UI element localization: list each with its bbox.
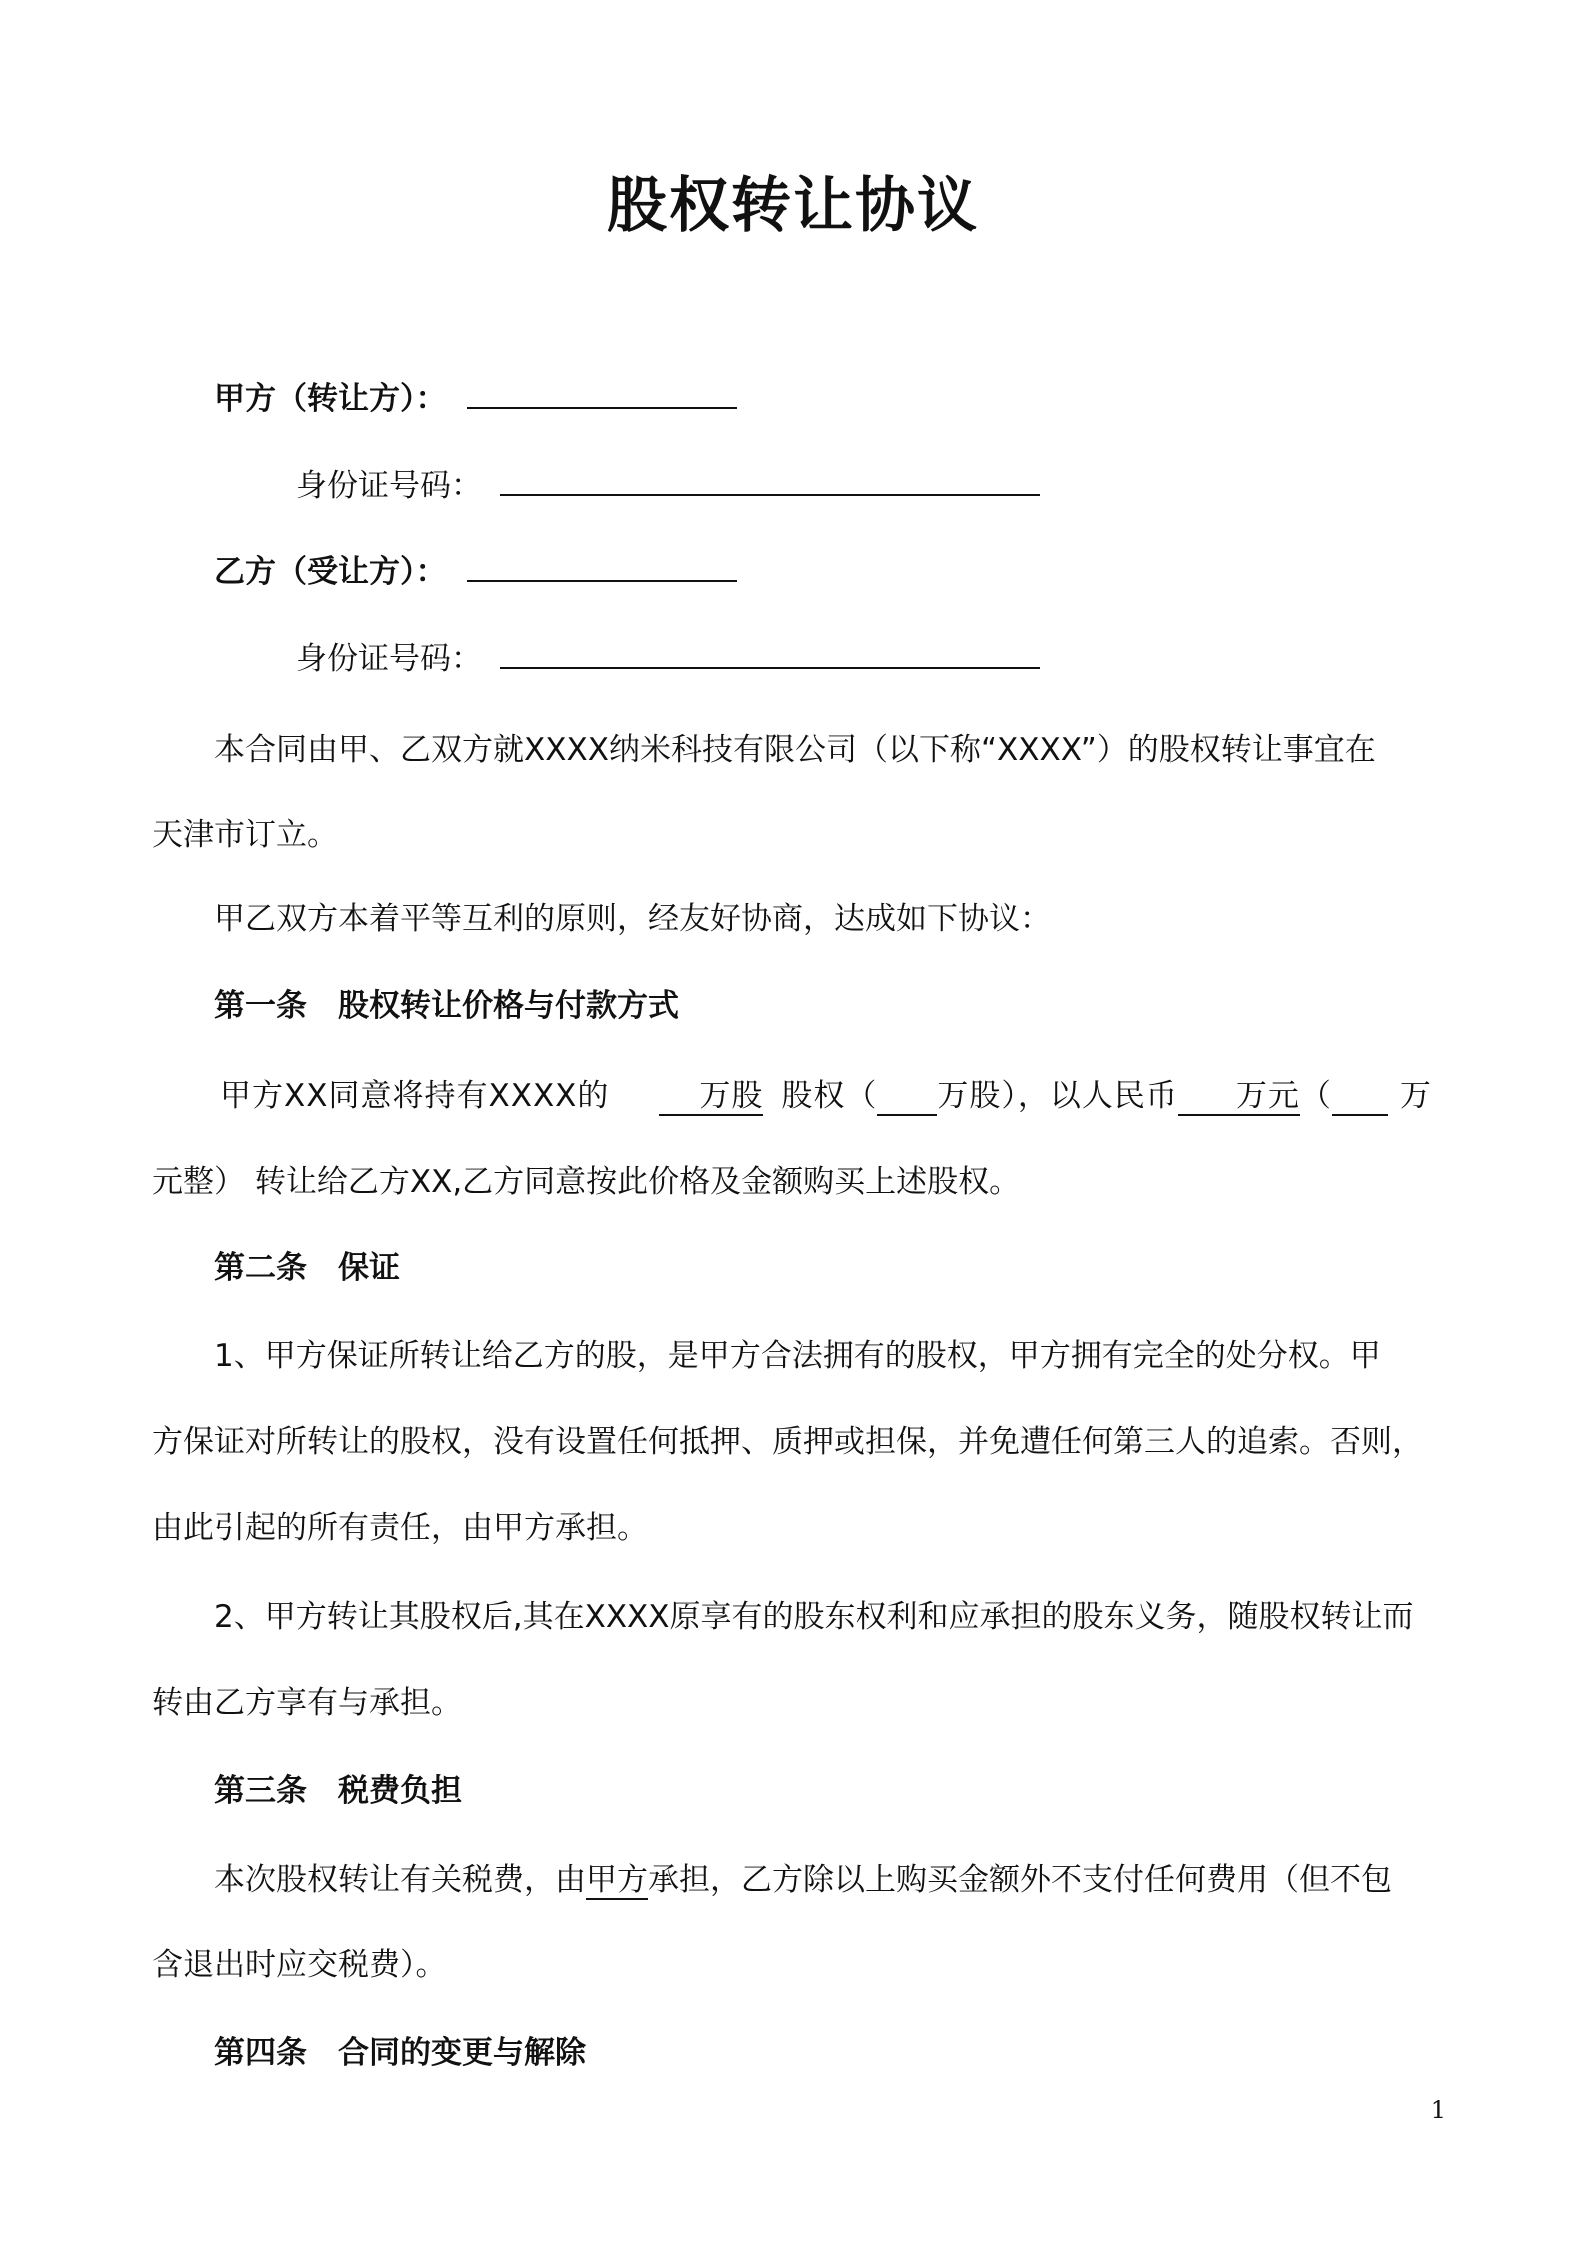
article-3-text-a: 本次股权转让有关税费，由 [214, 1862, 586, 1898]
price-unit: 万元 [1235, 1078, 1300, 1114]
article-3-line-1 [214, 1860, 1392, 1900]
intro-line-1: 本合同由甲、乙双方就XXXX纳米科技有限公司（以下称“XXXX”）的股权转让事宜在 [214, 732, 1376, 768]
article-2-heading: 第二条 保证 [214, 1250, 400, 1286]
article-3-text-c: 承担，乙方除以上购买金额外不支付任何费用（但不包 [648, 1862, 1392, 1898]
article-2-p1-line-3: 由此引起的所有责任，由甲方承担。 [152, 1510, 648, 1546]
party-a-underlined: 甲方 [586, 1862, 648, 1898]
article-1-text-d: 万股），以人民币 [937, 1078, 1178, 1114]
article-3-line-2: 含退出时应交税费）。 [152, 1947, 447, 1983]
article-2-p1-line-1: 1、甲方保证所转让给乙方的股，是甲方合法拥有的股权，甲方拥有完全的处分权。甲 [214, 1338, 1381, 1374]
agreement-line: 甲乙双方本着平等互利的原则，经友好协商，达成如下协议： [214, 901, 1051, 937]
intro-line-2: 天津市订立。 [152, 817, 338, 853]
party-b-line [214, 552, 737, 592]
party-b-id-line [296, 639, 1040, 679]
article-1-text-f: （ [1299, 1078, 1332, 1114]
party-a-line [214, 379, 737, 419]
shares-blank-1 [659, 1078, 763, 1116]
article-2-p1-line-2: 方保证对所转让的股权，没有设置任何抵押、质押或担保，并免遭任何第三人的追索。否则， [152, 1424, 1423, 1460]
party-b-label: 乙方（受让方）： [214, 554, 447, 590]
party-a-id-label: 身份证号码： [296, 468, 482, 504]
price-blank [1178, 1078, 1300, 1116]
article-2-p2-line-1: 2、甲方转让其股权后,其在XXXX原享有的股东权利和应承担的股东义务，随股权转让而 [214, 1599, 1414, 1635]
article-1-heading: 第一条 股权转让价格与付款方式 [214, 988, 679, 1024]
party-a-id-line [296, 466, 1040, 506]
document-title: 股权转让协议 [607, 171, 979, 241]
party-b-name-blank[interactable] [467, 556, 737, 582]
article-1-line-2: 元整） 转让给乙方XX,乙方同意按此价格及金额购买上述股权。 [152, 1164, 1021, 1200]
price-words-blank [1332, 1078, 1388, 1116]
article-1-line-1 [220, 1076, 1432, 1116]
party-b-id-label: 身份证号码： [296, 641, 482, 677]
article-4-heading: 第四条 合同的变更与解除 [214, 2035, 586, 2071]
shares-blank-2 [877, 1078, 937, 1116]
article-2-p2-line-2: 转由乙方享有与承担。 [152, 1685, 462, 1721]
party-b-id-blank[interactable] [500, 643, 1040, 669]
page-number: 1 [1430, 2096, 1446, 2124]
article-1-text-g: 万 [1399, 1078, 1432, 1114]
party-a-id-blank[interactable] [500, 470, 1040, 496]
shares-unit-1: 万股 [699, 1078, 764, 1114]
party-a-label: 甲方（转让方）： [214, 381, 447, 417]
party-a-name-blank[interactable] [467, 383, 737, 409]
article-1-text-a: 甲方XX同意将持有XXXX的 [220, 1078, 610, 1114]
article-1-text-c: 股权（ [781, 1078, 878, 1114]
article-3-heading: 第三条 税费负担 [214, 1773, 462, 1809]
